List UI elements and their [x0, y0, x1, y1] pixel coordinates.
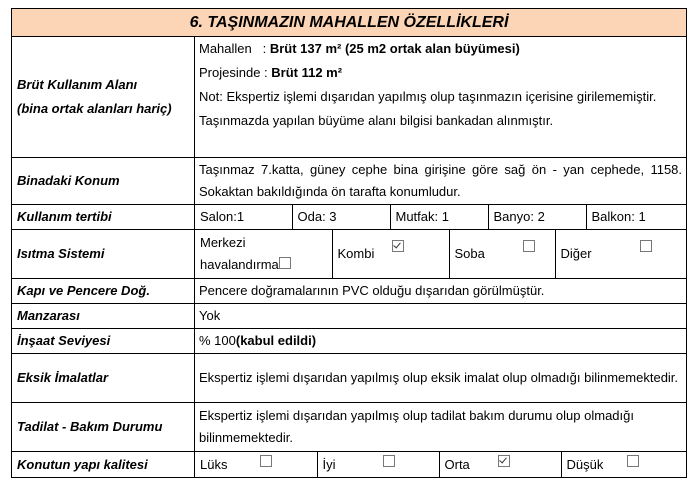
kombi-checkbox[interactable]	[392, 240, 404, 252]
heating-options	[195, 230, 687, 279]
quality-label: Konutun yapı kalitesi	[12, 452, 195, 478]
property-features-table	[11, 8, 687, 478]
gross-area-label-line1: Brüt Kullanım Alanı	[17, 77, 138, 92]
heating-merkezi-line1: Merkezi	[200, 235, 246, 250]
soba-checkbox[interactable]	[523, 240, 535, 252]
projesinde-value: Brüt 112 m²	[271, 65, 343, 80]
iyi-checkbox[interactable]	[383, 455, 395, 467]
quality-orta-label: Orta	[444, 456, 470, 472]
layout-mutfak: Mutfak: 1	[390, 205, 488, 229]
mahallen-line	[199, 37, 682, 61]
gross-area-note: Not: Ekspertiz işlemi dışarıdan yapılmış olup taşınmazın içerisine girilememiştir. Taşınmazda yapılan büyüme alanı bilgisi bankadan alınmıştır.	[199, 89, 657, 128]
location-label: Binadaki Konum	[12, 158, 195, 205]
construction-level-note: (kabul edildi)	[235, 333, 317, 348]
quality-iyi-label: İyi	[322, 456, 336, 472]
location-value: Taşınmaz 7.katta, güney cephe bina girişine göre sağ ön - yan cephede, 1158. Sokaktan bakıldığında ön tarafta konumludur.	[195, 158, 687, 205]
projesinde-label: Projesinde :	[199, 65, 272, 80]
quality-dusuk	[561, 452, 686, 477]
layout-balkon: Balkon: 1	[586, 205, 686, 229]
layout-oda: Oda: 3	[292, 205, 390, 229]
layout-label: Kullanım tertibi	[12, 205, 195, 230]
doors-windows-label: Kapı ve Pencere Doğ.	[12, 279, 195, 304]
mahallen-label: Mahallen :	[199, 41, 270, 56]
quality-luks	[195, 452, 317, 477]
view-value: Yok	[195, 304, 687, 329]
construction-level-value	[195, 329, 687, 354]
luks-checkbox[interactable]	[260, 455, 272, 467]
projesinde-line	[199, 61, 682, 85]
renovation-value: Ekspertiz işlemi dışarıdan yapılmış olup tadilat bakım durumu olup olmadığı bilinmemektedir.	[195, 403, 687, 452]
heating-soba-label: Soba	[454, 246, 485, 261]
quality-subtable	[195, 452, 686, 477]
heating-subtable	[195, 230, 686, 278]
missing-works-value: Ekspertiz işlemi dışarıdan yapılmış olup eksik imalat olup olmadığı bilinmemektedir.	[195, 354, 687, 403]
heating-label: Isıtma Sistemi	[12, 230, 195, 279]
layout-banyo: Banyo: 2	[488, 205, 586, 229]
doors-windows-value: Pencere doğramalarının PVC olduğu dışarıdan görülmüştür.	[195, 279, 687, 304]
heating-diger-label: Diğer	[560, 246, 592, 261]
dusuk-checkbox[interactable]	[627, 455, 639, 467]
quality-orta	[439, 452, 561, 477]
heating-merkezi	[195, 230, 332, 278]
orta-checkbox[interactable]	[498, 455, 510, 467]
gross-area-label-line2: (bina ortak alanları hariç)	[17, 101, 172, 116]
layout-subtable	[195, 205, 686, 229]
heating-merkezi-line2: havalandırma	[200, 257, 279, 272]
heating-kombi	[332, 230, 449, 278]
heating-diger	[555, 230, 686, 278]
layout-salon: Salon:1	[195, 205, 292, 229]
mahallen-value: Brüt 137 m² (25 m2 ortak alan büyümesi)	[269, 41, 520, 56]
diger-checkbox[interactable]	[640, 240, 652, 252]
missing-works-label: Eksik İmalatlar	[12, 354, 195, 403]
layout-cells	[195, 205, 687, 230]
construction-level-label: İnşaat Seviyesi	[12, 329, 195, 354]
quality-options	[195, 452, 687, 478]
quality-iyi	[317, 452, 439, 477]
gross-area-label	[12, 37, 195, 158]
renovation-label: Tadilat - Bakım Durumu	[12, 403, 195, 452]
view-label: Manzarası	[12, 304, 195, 329]
gross-area-value	[195, 37, 687, 158]
heating-soba	[449, 230, 555, 278]
construction-level-percent: % 100	[199, 333, 236, 348]
section-title: 6. TAŞINMAZIN MAHALLEN ÖZELLİKLERİ	[12, 9, 687, 37]
quality-luks-label: Lüks	[200, 456, 228, 472]
merkezi-checkbox[interactable]	[279, 257, 291, 269]
heating-kombi-label: Kombi	[337, 246, 375, 261]
quality-dusuk-label: Düşük	[566, 456, 604, 472]
